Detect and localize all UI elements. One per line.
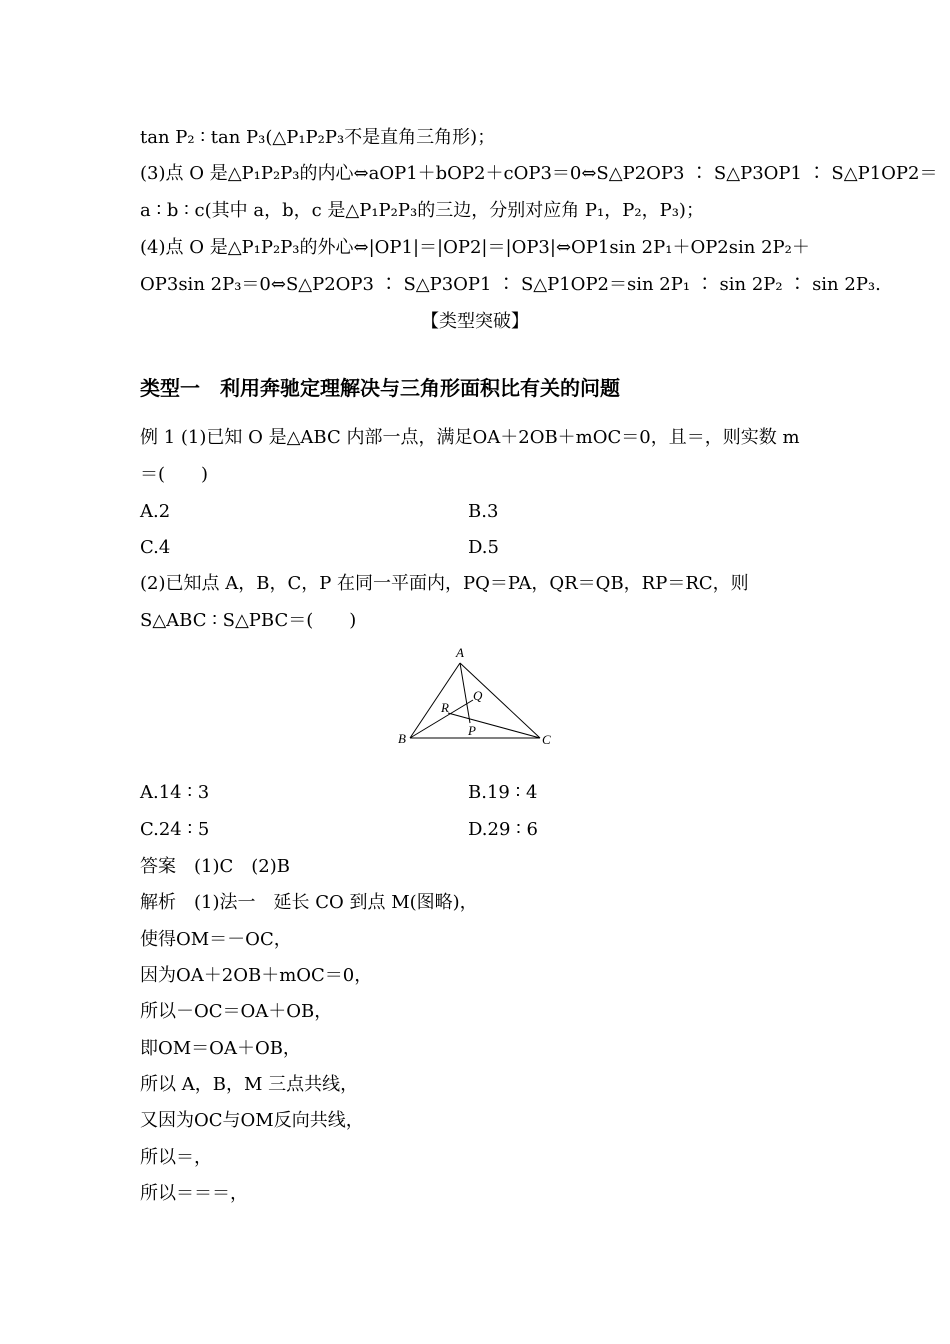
label-a: A [456,645,464,660]
intro-line-4: (4)点 O 是△P₁P₂P₃的外心⇔|OP1|＝|OP2|＝|OP3|⇔OP1sin 2P₁＋OP2sin 2P₂＋ [140,237,810,258]
intro-line-2: (3)点 O 是△P₁P₂P₃的内心⇔aOP1＋bOP2＋cOP3＝0⇔S△P2OP3 ∶ S△P3OP1 ∶ S△P1OP2＝ [140,163,938,184]
label-c: C [542,732,551,747]
intro-line-1: tan P₂ ∶ tan P₃(△P₁P₂P₃不是直角三角形)； [140,127,496,148]
intro-line-3: a ∶ b ∶ c(其中 a，b，c 是△P₁P₂P₃的三边，分别对应角 P₁，P₂，P₃)； [140,200,704,221]
option-b-1[interactable]: B.3 [468,501,499,522]
option-d-2[interactable]: D.29 ∶ 6 [468,819,538,840]
triangle-diagram [380,643,580,755]
label-q: Q [473,688,483,703]
example1-q1-line1: 例 1 (1)已知 O 是△ABC 内部一点，满足OA＋2OB＋mOC＝0，且＝，则实数 m [140,427,800,448]
solution-line: 解析 (1)法一 延长 CO 到点 M(图略)， [140,892,478,913]
option-d-1[interactable]: D.5 [468,537,499,558]
option-a-2[interactable]: A.14 ∶ 3 [140,782,210,803]
example1-q2-line1: (2)已知点 A，B，C，P 在同一平面内，PQ＝PA，QR＝QB，RP＝RC，则 [140,573,749,594]
label-b: B [398,731,406,746]
option-c-1[interactable]: C.4 [140,537,171,558]
solution-line: 所以－OC＝OA＋OB， [140,1001,333,1022]
example1-q2-line2: S△ABC ∶ S△PBC＝( ) [140,610,357,631]
example1-q1-line2: ＝( ) [140,464,209,485]
solution-line: 即OM＝OA＋OB， [140,1038,301,1059]
solution-line: 使得OM＝－OC， [140,929,292,950]
option-c-2[interactable]: C.24 ∶ 5 [140,819,210,840]
solution-line: 因为OA＋2OB＋mOC＝0， [140,965,373,986]
label-r: R [441,700,449,715]
option-b-2[interactable]: B.19 ∶ 4 [468,782,538,803]
intro-line-5: OP3sin 2P₃＝0⇔S△P2OP3 ∶ S△P3OP1 ∶ S△P1OP2＝sin 2P₁ ∶ sin 2P₂ ∶ sin 2P₃. [140,274,881,295]
solution-line: 又因为OC与OM反向共线， [140,1110,364,1131]
solution-line: 所以＝， [140,1147,212,1168]
segment-ab [410,663,460,738]
answer-line: 答案 (1)C (2)B [140,856,290,877]
type-heading: 类型一 利用奔驰定理解决与三角形面积比有关的问题 [140,376,620,400]
label-p: P [468,723,476,738]
section-title: 【类型突破】 [421,311,529,332]
segment-ap [460,663,470,723]
solution-line: 所以＝＝＝， [140,1183,248,1204]
solution-line: 所以 A，B，M 三点共线， [140,1074,359,1095]
option-a-1[interactable]: A.2 [140,501,171,522]
